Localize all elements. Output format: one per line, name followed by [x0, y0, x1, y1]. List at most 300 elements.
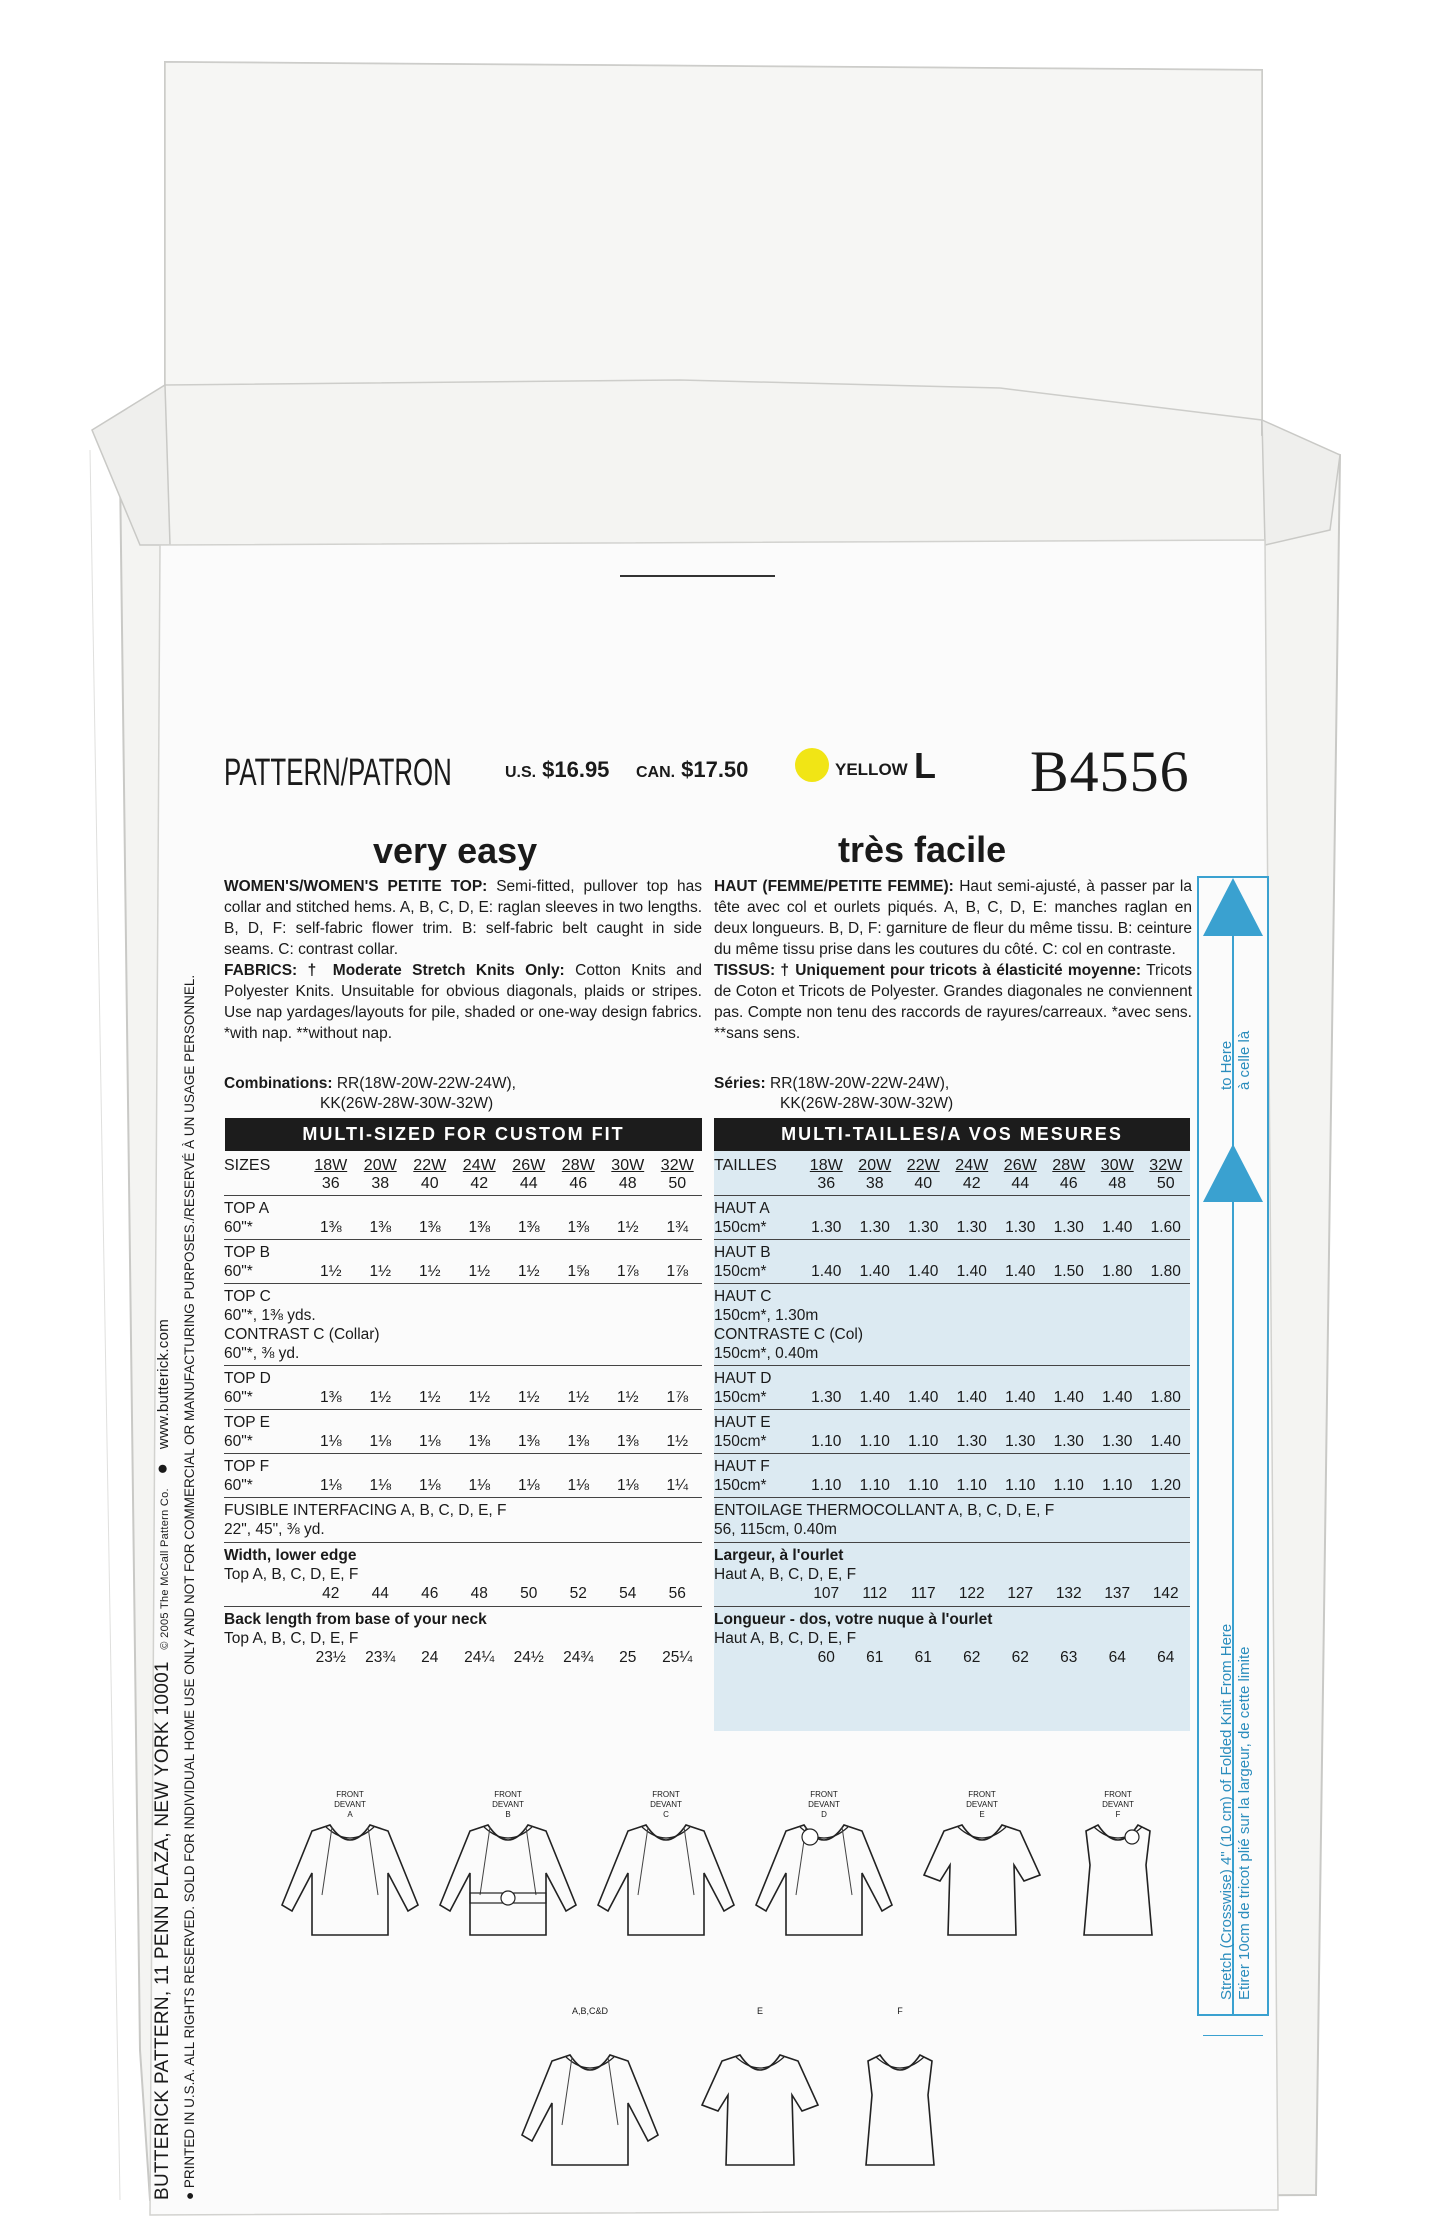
yardage-value: 1¾ [666, 1219, 689, 1236]
width-sub: Haut A, B, C, D, E, F [714, 1566, 857, 1583]
yardage-value: 1⅛ [517, 1477, 540, 1494]
back-length-value: 25¼ [662, 1649, 693, 1666]
combinations-english [224, 1074, 516, 1114]
yardage-row [714, 1284, 1190, 1366]
width-row [224, 1543, 702, 1607]
yardage-row [714, 1196, 1190, 1240]
row-label: TOP F [224, 1458, 270, 1475]
row-sub: 150cm*, 1.30m [714, 1307, 819, 1324]
front-label-line2: DEVANT [492, 1800, 524, 1809]
bust-value: 50 [1156, 1175, 1175, 1192]
yardage-value: 1⅛ [567, 1477, 590, 1494]
yardage-value: 1½ [369, 1263, 392, 1280]
sizes-label: TAILLES [714, 1157, 777, 1174]
website: www.butterick.com [155, 1318, 172, 1450]
fabrics-heading: FABRICS: † Moderate Stretch Knits Only: [224, 962, 565, 979]
combinations-line2: KK(26W-28W-30W-32W) [780, 1095, 954, 1112]
size-header: 26W [1003, 1157, 1037, 1174]
yardage-value: 1½ [468, 1263, 491, 1280]
yardage-value: 1½ [666, 1433, 689, 1450]
size-header: 20W [363, 1157, 397, 1174]
front-view-label [792, 1790, 856, 1820]
yardage-value: 1.80 [1150, 1389, 1181, 1406]
width-value: 44 [371, 1585, 389, 1602]
yardage-value: 1⅜ [567, 1433, 590, 1450]
row-values [714, 1388, 1190, 1407]
back-length-sub: Haut A, B, C, D, E, F [714, 1630, 857, 1647]
bust-row [714, 1175, 1190, 1196]
back-view-label: F [897, 2006, 903, 2016]
spacer [224, 1584, 306, 1603]
front-view-label [476, 1790, 540, 1820]
front-label-line1: FRONT [968, 1790, 996, 1799]
yardage-value: 1⅜ [567, 1219, 590, 1236]
yardage-value: 1⅜ [319, 1389, 342, 1406]
back-length-value: 23¾ [365, 1649, 396, 1666]
yardage-value: 1½ [468, 1389, 491, 1406]
yardage-value: 1⅞ [666, 1263, 689, 1280]
yardage-value: 1.30 [859, 1219, 890, 1236]
yardage-value: 1½ [319, 1263, 342, 1280]
bust-value: 48 [618, 1175, 637, 1192]
row-sub: 150cm* [714, 1477, 767, 1494]
back-length-label: Longueur - dos, votre nuque à l'ourlet [714, 1611, 993, 1628]
description-heading: HAUT (FEMME/PETITE FEMME): [714, 878, 954, 895]
yardage-value: 1.30 [811, 1389, 842, 1406]
yardage-value: 1.10 [859, 1477, 890, 1494]
front-label-view: B [505, 1810, 511, 1819]
front-label-view: C [663, 1810, 669, 1819]
width-value: 137 [1104, 1585, 1131, 1602]
spacer [224, 1648, 306, 1667]
row-values [224, 1432, 702, 1451]
front-label-line2: DEVANT [334, 1800, 366, 1809]
to-here-fr: à celle là [1236, 1030, 1253, 1090]
row-label: TOP D [224, 1370, 271, 1387]
yardage-value: 1⅞ [666, 1389, 689, 1406]
yardage-row [224, 1454, 702, 1498]
yardage-value: 1.30 [1005, 1219, 1036, 1236]
yardage-value: 1⅛ [616, 1477, 639, 1494]
back-length-value: 64 [1108, 1649, 1126, 1666]
spacer [714, 1648, 802, 1667]
publisher-side-text: BUTTERICK PATTERN, 11 PENN PLAZA, NEW YORK 10001 © 2005 The McCall Pattern Co. ● www.butterick.com ● PRINTED IN U.S.A. ALL RIGHTS RESERVED. SOLD FOR INDIVIDUAL HOME USE ONLY AND NOT FOR COMMERCIAL OR MANUFACTURING PURPOSES./RESERVÉ À UN USAGE PERSONNEL. [152, 974, 197, 2200]
yardage-value: 1½ [517, 1389, 540, 1406]
width-value: 50 [520, 1585, 538, 1602]
yardage-value: 1⅝ [567, 1263, 590, 1280]
width-value: 54 [619, 1585, 637, 1602]
back-length-value: 60 [817, 1649, 835, 1666]
fabrics-body: Cotton Knits and Polyester Knits. Unsuitable for obvious diagonals, plaids or stripes. Use nap yardages/layouts for pile, shaded or one-way design fabrics. *with nap. **without nap. [224, 962, 703, 1042]
back-length-value: 61 [866, 1649, 884, 1666]
yardage-value: 1.30 [1053, 1219, 1084, 1236]
size-header: 22W [413, 1157, 447, 1174]
size-header: 20W [858, 1157, 892, 1174]
interfacing-row [714, 1498, 1190, 1543]
stretch-fr: Etirer 10cm de tricot plié sur la largeur, de cette limite [1236, 1646, 1253, 2000]
width-label: Largeur, à l'ourlet [714, 1547, 844, 1564]
yardage-value: 1½ [616, 1389, 639, 1406]
back-length-value: 63 [1060, 1649, 1078, 1666]
size-header: 18W [809, 1157, 843, 1174]
row-sub: 60"* [224, 1433, 253, 1450]
yardage-value: 1.30 [956, 1219, 987, 1236]
yardage-value: 1½ [616, 1219, 639, 1236]
yardage-value: 1.40 [908, 1389, 939, 1406]
back-length-values [224, 1648, 702, 1667]
sizes-label: SIZES [224, 1157, 271, 1174]
back-length-value: 61 [914, 1649, 932, 1666]
interfacing-label: ENTOILAGE THERMOCOLLANT A, B, C, D, E, F [714, 1502, 1055, 1519]
row-sub: 150cm* [714, 1389, 767, 1406]
row-label: TOP B [224, 1244, 270, 1261]
size-header: 32W [1149, 1157, 1183, 1174]
bust-value: 42 [470, 1175, 489, 1192]
pattern-label: PATTERN/PATRON [224, 752, 452, 794]
yardage-value: 1.30 [956, 1433, 987, 1450]
front-label-line2: DEVANT [650, 1800, 682, 1809]
row-values [224, 1306, 702, 1325]
back-length-row [224, 1607, 702, 1670]
back-length-value: 24¾ [563, 1649, 594, 1666]
bust-spacer [224, 1175, 306, 1193]
front-view-labels [270, 1790, 1200, 1830]
rights-text: PRINTED IN U.S.A. ALL RIGHTS RESERVED. SOLD FOR INDIVIDUAL HOME USE ONLY AND NOT FOR COMMERCIAL OR MANUFACTURING PURPOSES./RESERVÉ À UN USAGE PERSONNEL. [182, 974, 197, 2189]
chart-banner-english: MULTI-SIZED FOR CUSTOM FIT [225, 1118, 702, 1151]
row-values [224, 1218, 702, 1237]
front-label-view: A [347, 1810, 353, 1819]
row-extra: CONTRAST C (Collar) [224, 1326, 380, 1343]
front-label-line1: FRONT [494, 1790, 522, 1799]
yardage-row [224, 1240, 702, 1284]
yardage-chart-english [224, 1157, 702, 1670]
yardage-row [714, 1410, 1190, 1454]
copyright: © 2005 The McCall Pattern Co. [159, 1488, 171, 1650]
yardage-value: 1½ [517, 1263, 540, 1280]
row-extra-sub: 60"*, ⅜ yd. [224, 1345, 300, 1362]
front-label-view: E [979, 1810, 985, 1819]
combinations-line1: RR(18W-20W-22W-24W), [336, 1075, 516, 1092]
price-can-value: $17.50 [681, 757, 749, 782]
yardage-value: 1⅛ [319, 1477, 342, 1494]
size-header: 28W [1052, 1157, 1086, 1174]
yardage-value: 1⅜ [517, 1219, 540, 1236]
row-values [714, 1432, 1190, 1451]
width-values [714, 1584, 1190, 1603]
bust-value: 44 [1011, 1175, 1030, 1192]
front-view-label [950, 1790, 1014, 1820]
width-value: 42 [322, 1585, 340, 1602]
yardage-value: 1.40 [1005, 1263, 1036, 1280]
yardage-value: 1.10 [859, 1433, 890, 1450]
yardage-value: 1.40 [859, 1263, 890, 1280]
yardage-value: 1⅛ [369, 1433, 392, 1450]
yardage-value: 1⅜ [369, 1219, 392, 1236]
row-sub: 60"* [224, 1219, 253, 1236]
yardage-row [224, 1366, 702, 1410]
color-dot-icon [795, 748, 829, 782]
price-can-label: CAN. [636, 764, 676, 781]
gauge-stretch-text [1218, 1200, 1258, 2000]
row-sub: 150cm* [714, 1433, 767, 1450]
width-value: 117 [910, 1585, 936, 1602]
yardage-value: 1.30 [1005, 1433, 1036, 1450]
yardage-value: 1.40 [1150, 1433, 1181, 1450]
yardage-row [224, 1284, 702, 1366]
description-heading: WOMEN'S/WOMEN'S PETITE TOP: [224, 878, 488, 895]
title-english: very easy [373, 830, 538, 871]
description-body: Haut semi-ajusté, à passer par la tête avec col et ourlets piqués. A, B, C, D, E: manches raglan en deux longueurs. B, D, F: garniture de fleur du même tissu. B: ceinture du même tissu prise dans les coutures du côté. C: col en contraste. [714, 878, 1192, 958]
yardage-value: 1.50 [1053, 1263, 1084, 1280]
chart-banner-french: MULTI-TAILLES/A VOS MESURES [714, 1118, 1190, 1151]
front-label-line1: FRONT [1104, 1790, 1132, 1799]
yardage-row [714, 1366, 1190, 1410]
yardage-value: 1.20 [1150, 1477, 1181, 1494]
yardage-value: 1⅛ [369, 1477, 392, 1494]
front-label-line1: FRONT [810, 1790, 838, 1799]
yardage-value: 1.10 [1102, 1477, 1133, 1494]
interfacing-sub: 22", 45", ⅜ yd. [224, 1521, 325, 1538]
back-length-value: 23½ [315, 1649, 346, 1666]
width-value: 107 [813, 1585, 840, 1602]
stretch-en: Stretch (Crosswise) 4" (10 cm) of Folded Knit From Here [1218, 1623, 1235, 2000]
fabrics-heading: TISSUS: † Uniquement pour tricots à élasticité moyenne: [714, 962, 1142, 979]
bust-value: 38 [865, 1175, 884, 1192]
bust-value: 36 [817, 1175, 836, 1192]
row-values [714, 1476, 1190, 1495]
interfacing-label: FUSIBLE INTERFACING A, B, C, D, E, F [224, 1502, 507, 1519]
row-label: HAUT B [714, 1244, 771, 1261]
row-extra: CONTRASTE C (Col) [714, 1326, 863, 1343]
row-sub: 150cm* [714, 1219, 767, 1236]
yardage-value: 1.10 [956, 1477, 987, 1494]
pattern-number: B4556 [1030, 739, 1190, 804]
row-values [714, 1262, 1190, 1281]
row-sub: 150cm* [714, 1263, 767, 1280]
yardage-value: 1⅜ [616, 1433, 639, 1450]
yardage-value: 1.80 [1102, 1263, 1133, 1280]
bust-value: 46 [1059, 1175, 1078, 1192]
width-value: 48 [470, 1585, 488, 1602]
front-view-label [1086, 1790, 1150, 1820]
row-sub: 60"* [224, 1389, 253, 1406]
row-sub: 60"*, 1⅜ yds. [224, 1307, 316, 1324]
yardage-value: 1.10 [811, 1477, 842, 1494]
row-label: HAUT D [714, 1370, 772, 1387]
bust-value: 40 [420, 1175, 439, 1192]
price-us-label: U.S. [505, 764, 537, 781]
description-english [224, 876, 702, 1044]
front-label-line1: FRONT [652, 1790, 680, 1799]
yardage-value: 1⅛ [418, 1477, 441, 1494]
width-value: 122 [958, 1585, 985, 1602]
yardage-chart-french [714, 1157, 1190, 1670]
yardage-row [714, 1454, 1190, 1498]
back-length-values [714, 1648, 1190, 1667]
yardage-value: 1¼ [666, 1477, 689, 1494]
yardage-value: 1.40 [811, 1263, 842, 1280]
yardage-value: 1.40 [956, 1263, 987, 1280]
combinations-label: Séries: [714, 1075, 766, 1092]
row-label: TOP A [224, 1200, 270, 1217]
publisher-address: BUTTERICK PATTERN, 11 PENN PLAZA, NEW YORK 10001 [152, 1661, 173, 2200]
yardage-value: 1.40 [859, 1389, 890, 1406]
yardage-value: 1.30 [811, 1219, 842, 1236]
row-sub: 60"* [224, 1263, 253, 1280]
back-length-value: 25 [619, 1649, 637, 1666]
back-length-value: 24 [421, 1649, 439, 1666]
yardage-row [224, 1196, 702, 1240]
size-header: 32W [660, 1157, 694, 1174]
fabrics-body: Tricots de Coton et Tricots de Polyester. Grandes diagonales ne conviennent pas. Compte non tenu des raccords de rayures/carreaux. *avec sens. **sans sens. [714, 962, 1192, 1042]
back-view-label: E [756, 2006, 763, 2016]
yardage-value: 1½ [567, 1389, 590, 1406]
to-here-en: to Here [1218, 1040, 1235, 1090]
front-label-line2: DEVANT [1102, 1800, 1134, 1809]
back-length-value: 64 [1157, 1649, 1175, 1666]
yardage-value: 1½ [418, 1389, 441, 1406]
yardage-value: 1.80 [1150, 1263, 1181, 1280]
yardage-value: 1.10 [811, 1433, 842, 1450]
gauge-to-here [1218, 850, 1258, 1090]
front-view-label [634, 1790, 698, 1820]
row-label: HAUT F [714, 1458, 770, 1475]
description-body: Semi-fitted, pullover top has collar and stitched hems. A, B, C, D, E: raglan sleeves in two lengths. B, D, F: self-fabric flower trim. B: self-fabric belt caught in side seams. C: contrast collar. [224, 878, 703, 958]
width-value: 46 [421, 1585, 439, 1602]
yardage-value: 1.40 [1005, 1389, 1036, 1406]
bust-value: 48 [1108, 1175, 1127, 1192]
size-header: 26W [512, 1157, 546, 1174]
garment-illustrations [270, 1785, 1200, 2175]
back-length-value: 62 [1011, 1649, 1029, 1666]
bust-value: 38 [371, 1175, 390, 1192]
row-values [224, 1476, 702, 1495]
row-label: TOP C [224, 1288, 271, 1305]
width-row [714, 1543, 1190, 1607]
back-length-sub: Top A, B, C, D, E, F [224, 1630, 359, 1647]
back-length-value: 24¼ [464, 1649, 495, 1666]
back-view-labels [270, 2000, 1200, 2020]
yardage-value: 1.30 [908, 1219, 939, 1236]
combinations-line2: KK(26W-28W-30W-32W) [320, 1095, 494, 1112]
row-values [714, 1218, 1190, 1237]
yardage-value: 1½ [418, 1263, 441, 1280]
yardage-value: 1⅜ [319, 1219, 342, 1236]
bust-value: 46 [569, 1175, 588, 1192]
yardage-value: 1.40 [908, 1263, 939, 1280]
bust-row [224, 1175, 702, 1196]
yardage-row [714, 1240, 1190, 1284]
row-sub: 60"* [224, 1477, 253, 1494]
color-label: YELLOW [835, 760, 908, 779]
row-label: HAUT E [714, 1414, 771, 1431]
yardage-value: 1⅞ [616, 1263, 639, 1280]
width-values [224, 1584, 702, 1603]
size-header: 30W [1100, 1157, 1134, 1174]
yardage-value: 1⅛ [468, 1477, 491, 1494]
yardage-value: 1.30 [1102, 1433, 1133, 1450]
yardage-value: 1.40 [1102, 1219, 1133, 1236]
yardage-value: 1.60 [1150, 1219, 1181, 1236]
yardage-value: 1⅜ [468, 1433, 491, 1450]
row-label: HAUT A [714, 1200, 770, 1217]
front-view-label [318, 1790, 382, 1820]
front-label-line2: DEVANT [966, 1800, 998, 1809]
row-values [224, 1388, 702, 1407]
yardage-value: 1⅛ [319, 1433, 342, 1450]
back-length-row [714, 1607, 1190, 1670]
yardage-value: 1.30 [1053, 1433, 1084, 1450]
row-values [224, 1262, 702, 1281]
width-value: 52 [569, 1585, 587, 1602]
size-header: 18W [314, 1157, 348, 1174]
combinations-label: Combinations: [224, 1075, 333, 1092]
front-label-line2: DEVANT [808, 1800, 840, 1809]
bust-value: 36 [321, 1175, 340, 1192]
row-extra-sub: 150cm*, 0.40m [714, 1345, 819, 1362]
size-header: 22W [906, 1157, 940, 1174]
size-header: 24W [462, 1157, 496, 1174]
bust-value: 40 [914, 1175, 933, 1192]
row-values [714, 1306, 1190, 1325]
bust-value: 42 [962, 1175, 981, 1192]
price-us-value: $16.95 [542, 757, 610, 782]
size-code: L [914, 745, 936, 786]
size-header: 30W [611, 1157, 645, 1174]
yardage-value: 1.40 [1053, 1389, 1084, 1406]
bust-value: 50 [668, 1175, 687, 1192]
yardage-value: 1.10 [908, 1433, 939, 1450]
combinations-line1: RR(18W-20W-22W-24W), [770, 1075, 950, 1092]
combinations-french [714, 1074, 953, 1114]
yardage-value: 1⅜ [517, 1433, 540, 1450]
interfacing-sub: 56, 115cm, 0.40m [714, 1521, 837, 1538]
interfacing-row [224, 1498, 702, 1543]
row-label: TOP E [224, 1414, 270, 1431]
yardage-value: 1.40 [956, 1389, 987, 1406]
yardage-value: 1⅛ [418, 1433, 441, 1450]
bust-value: 44 [519, 1175, 538, 1192]
price-can [636, 757, 748, 783]
yardage-value: 1.10 [908, 1477, 939, 1494]
width-value: 142 [1152, 1585, 1179, 1602]
yardage-value: 1.10 [1005, 1477, 1036, 1494]
back-length-label: Back length from base of your neck [224, 1611, 487, 1628]
yardage-row [224, 1410, 702, 1454]
width-sub: Top A, B, C, D, E, F [224, 1566, 359, 1583]
sizes-row [224, 1157, 702, 1175]
size-header: 24W [955, 1157, 989, 1174]
bust-spacer [714, 1175, 802, 1193]
description-french [714, 876, 1192, 1044]
row-label: HAUT C [714, 1288, 772, 1305]
size-header: 28W [561, 1157, 595, 1174]
yardage-value: 1⅜ [468, 1219, 491, 1236]
front-label-view: F [1115, 1810, 1121, 1819]
width-label: Width, lower edge [224, 1547, 357, 1564]
yardage-value: 1½ [369, 1389, 392, 1406]
yardage-value: 1⅜ [418, 1219, 441, 1236]
width-value: 112 [862, 1585, 888, 1602]
price-us [505, 757, 609, 783]
front-label-view: D [821, 1810, 827, 1819]
back-view-label: A,B,C&D [571, 2006, 608, 2016]
width-value: 127 [1007, 1585, 1034, 1602]
sizes-row [714, 1157, 1190, 1175]
front-label-line1: FRONT [336, 1790, 364, 1799]
back-length-value: 24½ [513, 1649, 544, 1666]
width-value: 132 [1055, 1585, 1082, 1602]
